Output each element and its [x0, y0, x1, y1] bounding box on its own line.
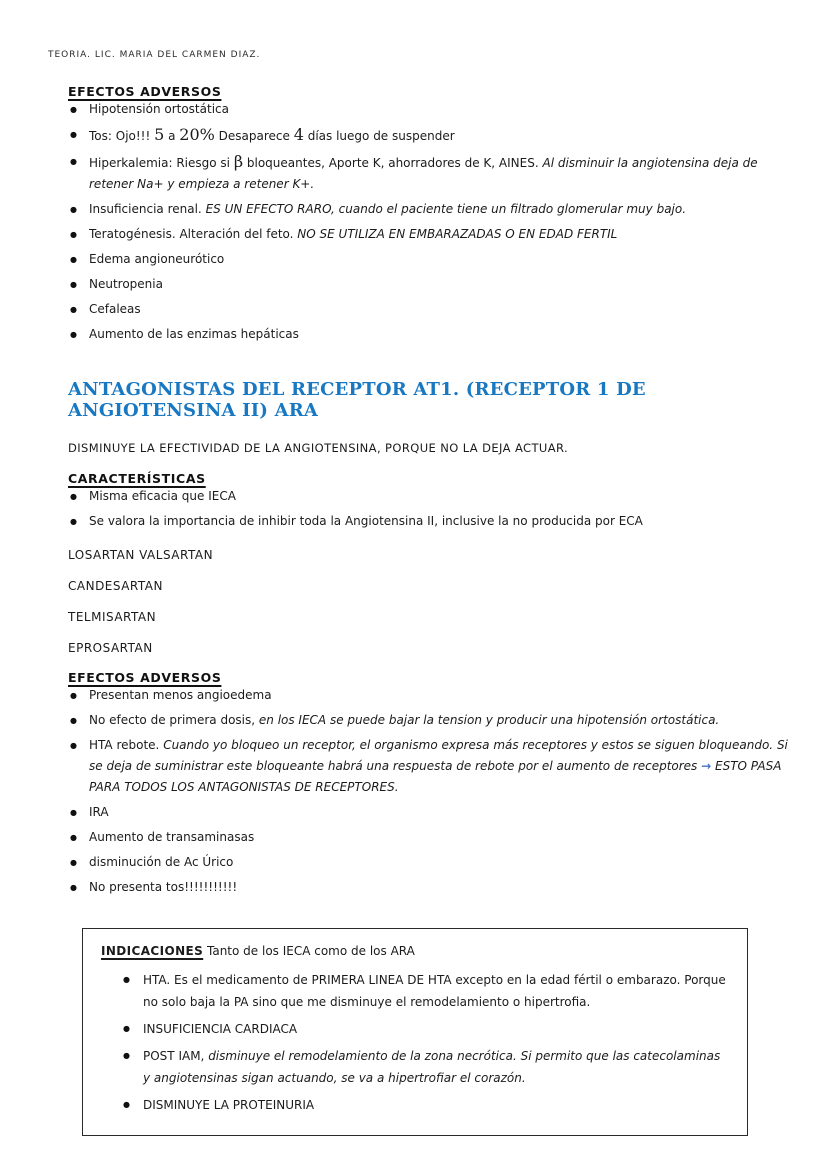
text-segment: Se valora la importancia de inhibir toda la Angiotensina II, inclusive la no producida por ECA	[89, 514, 643, 528]
list-item	[99, 1094, 731, 1116]
para-item	[68, 577, 792, 595]
text-segment: Cefaleas	[89, 302, 141, 316]
list-item	[68, 802, 792, 823]
para-item	[68, 639, 792, 657]
list-item	[68, 299, 792, 320]
list-item	[99, 1045, 731, 1089]
list-item	[68, 852, 792, 873]
list-item	[68, 511, 792, 532]
text-segment: INSUFICIENCIA CARDIACA	[143, 1022, 298, 1036]
text-segment: HTA. Es el medicamento de PRIMERA LINEA DE HTA excepto en la edad fértil o embarazo. Porque no solo baja la PA sino que me disminuye el remodelamiento o hipertrofia.	[143, 973, 726, 1009]
text-segment: Al disminuir la angiotensina deja de retener Na+ y empieza a retener K+.	[89, 156, 758, 191]
text-segment: Insuficiencia renal.	[89, 202, 206, 216]
text-segment: Tos: Ojo!!!	[89, 129, 155, 143]
text-segment: Aumento de las enzimas hepáticas	[89, 327, 299, 341]
text-segment: bloqueantes, Aporte K, ahorradores de K, AINES.	[243, 156, 543, 170]
text-segment: CANDESARTAN	[68, 579, 163, 593]
text-segment: DISMINUYE LA PROTEINURIA	[143, 1098, 315, 1112]
text-segment: 20%	[179, 125, 215, 144]
text-segment: Desaparece	[214, 129, 294, 143]
ara-drug-names	[68, 546, 792, 657]
text-segment: Presentan menos angioedema	[89, 688, 272, 702]
text-segment: NO SE UTILIZA EN EMBARAZADAS O EN EDAD FERTIL	[297, 227, 618, 241]
heading-efectos-adversos-ara: EFECTOS ADVERSOS	[68, 670, 222, 685]
list-item	[68, 827, 792, 848]
text-segment: a	[164, 129, 180, 143]
efectos-adversos-ieca-list	[68, 99, 792, 345]
text-segment: No presenta tos!!!!!!!!!!!	[89, 880, 238, 894]
list-item	[68, 249, 792, 270]
text-segment: POST IAM,	[143, 1049, 209, 1063]
text-segment: EPROSARTAN	[68, 641, 153, 655]
text-segment: Tanto de los IECA como de los ARA	[203, 944, 415, 958]
ara-section-title: ANTAGONISTAS DEL RECEPTOR AT1. (RECEPTOR 1 DE ANGIOTENSINA II) ARA	[68, 379, 646, 421]
list-item	[68, 274, 792, 295]
text-segment: días luego de suspender	[303, 129, 455, 143]
list-item	[68, 877, 792, 898]
list-item	[68, 124, 792, 147]
list-item	[68, 151, 792, 195]
text-segment: Hipotensión ortostática	[89, 102, 229, 116]
text-segment: ES UN EFECTO RARO, cuando el paciente tiene un filtrado glomerular muy bajo.	[205, 202, 687, 216]
text-segment: ESTO PASA PARA TODOS LOS ANTAGONISTAS DE RECEPTORES.	[89, 759, 782, 794]
text-segment: TELMISARTAN	[68, 610, 157, 624]
list-item	[68, 685, 792, 706]
text-segment: No efecto de primera dosis,	[89, 713, 259, 727]
text-segment: HTA rebote.	[89, 738, 164, 752]
list-item	[99, 1018, 731, 1040]
text-segment: Teratogénesis. Alteración del feto.	[89, 227, 298, 241]
text-segment: LOSARTAN VALSARTAN	[68, 548, 214, 562]
text-segment: IRA	[89, 805, 109, 819]
para-item	[68, 546, 792, 564]
list-item	[99, 969, 731, 1013]
text-segment: Aumento de transaminasas	[89, 830, 255, 844]
heading-caracteristicas: CARACTERÍSTICAS	[68, 471, 206, 486]
text-segment: →	[701, 759, 712, 773]
text-segment: disminuye el remodelamiento de la zona necrótica. Si permito que las catecolaminas y angiotensinas sigan actuando, se va a hipertrofiar el corazón.	[143, 1049, 721, 1085]
heading-efectos-adversos-ieca: EFECTOS ADVERSOS	[68, 84, 222, 99]
text-segment: β	[233, 152, 244, 171]
text-segment: INDICACIONES	[101, 944, 204, 958]
ara-intro-text: DISMINUYE LA EFECTIVIDAD DE LA ANGIOTENSINA, PORQUE NO LA DEJA ACTUAR.	[68, 441, 569, 455]
text-segment: Cuando yo bloqueo un receptor, el organismo expresa más receptores y estos se siguen bloqueando. Si se deja de suministrar este bloqueante habrá una respuesta de rebote por el aumento de receptores	[89, 738, 788, 773]
list-item	[68, 99, 792, 120]
list-item	[68, 486, 792, 507]
efectos-adversos-ara-list	[68, 685, 792, 898]
header-note: TEORIA. LIC. MARIA DEL CARMEN DIAZ.	[48, 50, 261, 60]
text-segment: en los IECA se puede bajar la tension y producir una hipotensión ortostática.	[258, 713, 720, 727]
text-segment: disminución de Ac Úrico	[89, 855, 234, 869]
list-item	[68, 710, 792, 731]
text-segment: Hiperkalemia: Riesgo si	[89, 156, 234, 170]
text-segment: 5	[154, 125, 165, 144]
indicaciones-list	[99, 969, 731, 1116]
indicaciones-lead	[99, 941, 731, 961]
list-item	[68, 224, 792, 245]
text-segment: Edema angioneurótico	[89, 252, 225, 266]
text-segment: 4	[293, 125, 304, 144]
text-segment: Misma eficacia que IECA	[89, 489, 236, 503]
list-item	[68, 735, 792, 798]
page-content	[68, 0, 792, 1136]
indicaciones-box	[82, 928, 748, 1136]
text-segment: Neutropenia	[89, 277, 163, 291]
caracteristicas-list	[68, 486, 792, 532]
list-item	[68, 324, 792, 345]
para-item	[68, 608, 792, 626]
list-item	[68, 199, 792, 220]
